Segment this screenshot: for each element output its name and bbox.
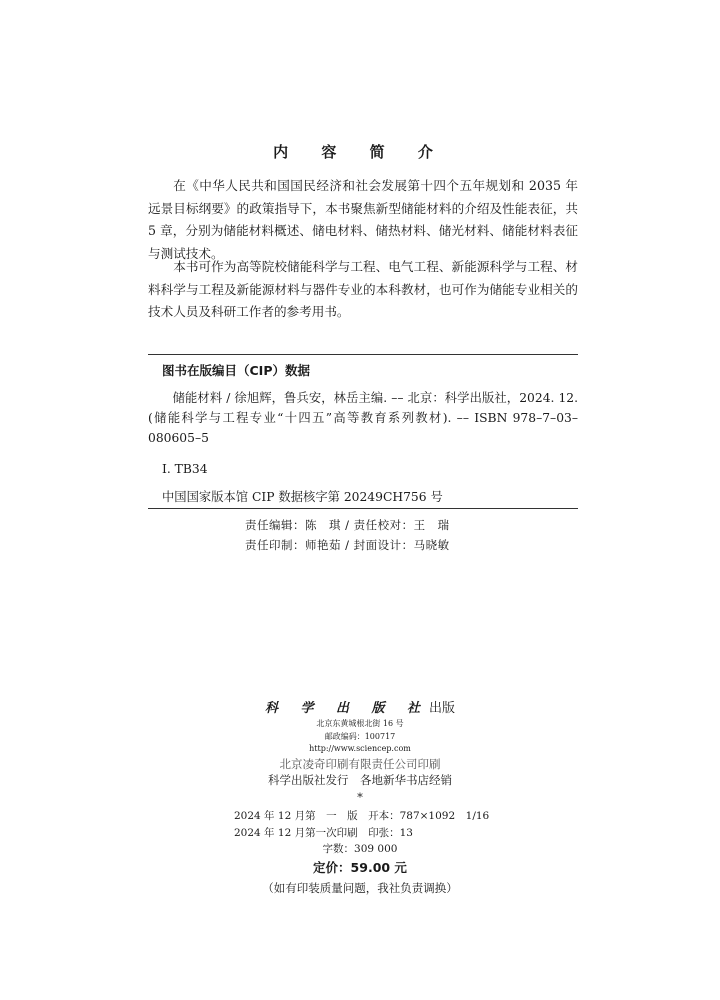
publisher-postcode: 邮政编码：100717 — [324, 732, 396, 741]
credits-editors: 责任编辑：陈 琪 / 责任校对：王 瑞 — [245, 518, 450, 532]
edition-info: 2024 年 12 月第 一 版 开本：787×1092 1/16 — [234, 810, 490, 822]
printing-info: 2024 年 12 月第一次印刷 印张：13 — [234, 827, 413, 839]
cip-entry: 储能材料 / 徐旭辉，鲁兵安，林岳主编. –– 北京：科学出版社，2024. 12. (储能科学与工程专业“十四五”高等教育系列教材). –– ISBN 978–7–03–080605–5 — [148, 391, 578, 445]
price: 定价：59.00 元 — [313, 860, 407, 875]
publisher-line — [0, 697, 720, 716]
cip-top-rule — [148, 354, 578, 355]
cip-record: 中国国家版本馆 CIP 数据核字第 20249CH756 号 — [162, 490, 443, 504]
summary-title: 内 容 简 介 — [273, 143, 447, 161]
publisher-suffix: 出版 — [429, 701, 456, 716]
summary-paragraph-1: 在《中华人民共和国国民经济和社会发展第十四个五年规划和 2035 年远景目标纲要》的政策指导下，本书聚焦新型储能材料的介绍及性能表征，共 5 章，分别为储能材料概述、储电材料、储热材料、储光材料、储能材料表征与测试技术。 — [148, 178, 578, 261]
word-count: 字数：309 000 — [322, 843, 398, 855]
quality-notice: （如有印装质量问题，我社负责调换） — [262, 881, 458, 895]
publisher-name: 科 学 出 版 社 — [264, 701, 430, 716]
printer: 北京凌奇印刷有限责任公司印刷 — [279, 757, 441, 771]
separator-star: * — [357, 790, 363, 804]
summary-paragraph-2: 本书可作为高等院校储能科学与工程、电气工程、新能源科学与工程、材料科学与工程及新能源材料与器件专业的本科教材，也可作为储能专业相关的技术人员及科研工作者的参考用书。 — [148, 259, 578, 319]
cip-bottom-rule — [148, 508, 578, 509]
cip-classification: Ⅰ. TB34 — [162, 462, 208, 476]
cip-heading: 图书在版编目（CIP）数据 — [162, 363, 310, 378]
credits-production: 责任印制：师艳茹 / 封面设计：马晓敏 — [245, 538, 450, 552]
publisher-website: http://www.sciencep.com — [309, 744, 411, 753]
publisher-address: 北京东黄城根北街 16 号 — [316, 719, 404, 728]
distribution: 科学出版社发行 各地新华书店经销 — [268, 773, 452, 787]
